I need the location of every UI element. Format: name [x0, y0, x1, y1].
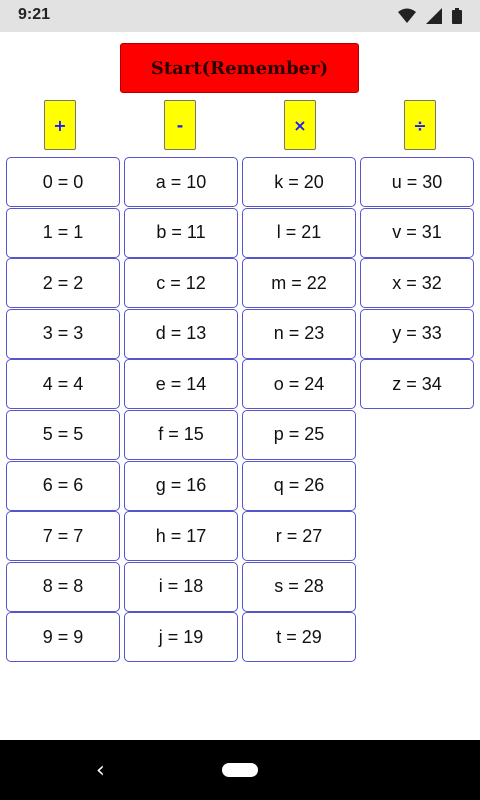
signal-icon	[426, 8, 442, 24]
grid-cell[interactable]: n = 23	[242, 309, 356, 359]
status-bar	[0, 0, 480, 32]
grid-cell[interactable]: b = 11	[124, 208, 238, 258]
battery-icon	[452, 8, 462, 24]
grid-cell[interactable]: y = 33	[360, 309, 474, 359]
grid-cell[interactable]: 5 = 5	[6, 410, 120, 460]
grid-cell[interactable]: r = 27	[242, 511, 356, 561]
divide-button[interactable]: ÷	[404, 100, 436, 150]
minus-button[interactable]: -	[164, 100, 196, 150]
start-remember-button[interactable]: Start(Remember)	[120, 43, 359, 93]
letters-u-z-column	[360, 157, 474, 410]
plus-button[interactable]: +	[44, 100, 76, 150]
grid-cell[interactable]: 7 = 7	[6, 511, 120, 561]
grid-cell[interactable]: v = 31	[360, 208, 474, 258]
grid-cell[interactable]: c = 12	[124, 258, 238, 308]
grid-cell[interactable]: 0 = 0	[6, 157, 120, 207]
grid-cell[interactable]: x = 32	[360, 258, 474, 308]
status-time: 9:21	[18, 6, 51, 23]
grid-cell[interactable]: d = 13	[124, 309, 238, 359]
grid-cell[interactable]: a = 10	[124, 157, 238, 207]
grid-cell[interactable]: s = 28	[242, 562, 356, 612]
grid-cell[interactable]: 9 = 9	[6, 612, 120, 662]
grid-cell[interactable]: g = 16	[124, 461, 238, 511]
grid-cell[interactable]: m = 22	[242, 258, 356, 308]
grid-cell[interactable]: q = 26	[242, 461, 356, 511]
grid-cell[interactable]: 2 = 2	[6, 258, 120, 308]
grid-cell[interactable]: u = 30	[360, 157, 474, 207]
grid-cell[interactable]: 8 = 8	[6, 562, 120, 612]
grid-cell[interactable]: j = 19	[124, 612, 238, 662]
home-pill-icon[interactable]	[222, 763, 258, 777]
back-icon[interactable]: ‹	[96, 758, 105, 783]
letters-k-t-column	[242, 157, 356, 663]
grid-cell[interactable]: 4 = 4	[6, 359, 120, 409]
grid-cell[interactable]: 6 = 6	[6, 461, 120, 511]
grid-cell[interactable]: o = 24	[242, 359, 356, 409]
grid-cell[interactable]: p = 25	[242, 410, 356, 460]
grid-cell[interactable]: 3 = 3	[6, 309, 120, 359]
grid-cell[interactable]: i = 18	[124, 562, 238, 612]
navigation-bar	[0, 740, 480, 800]
letters-a-j-column	[124, 157, 238, 663]
multiply-button[interactable]: ×	[284, 100, 316, 150]
grid-cell[interactable]: e = 14	[124, 359, 238, 409]
grid-cell[interactable]: h = 17	[124, 511, 238, 561]
grid-cell[interactable]: k = 20	[242, 157, 356, 207]
grid-cell[interactable]: f = 15	[124, 410, 238, 460]
status-icons	[398, 8, 462, 24]
grid-cell[interactable]: t = 29	[242, 612, 356, 662]
grid-cell[interactable]: z = 34	[360, 359, 474, 409]
wifi-icon	[398, 8, 416, 24]
grid-cell[interactable]: 1 = 1	[6, 208, 120, 258]
digits-column	[6, 157, 120, 663]
grid-cell[interactable]: l = 21	[242, 208, 356, 258]
